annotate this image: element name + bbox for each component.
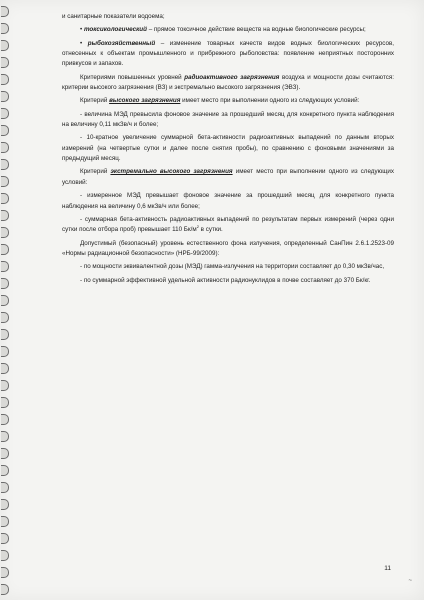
binding-ring (1, 567, 9, 578)
binding-ring (1, 346, 9, 357)
term-toxicological: токсикологический (83, 26, 147, 34)
list-item-allowed-2: - по суммарной эффективной удельной активности радионуклидов в почве составляет до 370 Бк/кг. (80, 276, 371, 284)
binding-ring (1, 431, 9, 442)
binding-ring (1, 465, 9, 476)
list-item-high-2: - 10-кратное увеличение суммарной бета-активности радиоактивных выпадений по данным вторых измерений (на четвертые сутки и далее после снятия пробы), по сравнению с фоновыми значениями за предыдущий месяц. (62, 134, 394, 163)
binding-ring (1, 23, 9, 34)
term-high-pollution: высокого загрязнения (109, 97, 181, 105)
list-item-high-1: - величина МЭД превысила фоновое значение за прошедший месяц для конкретного пункта наблюдения на величину 0,11 мкЗв/ч и более; (62, 110, 394, 129)
binding-ring (1, 482, 9, 493)
binding-ring (1, 108, 9, 119)
binding-ring (1, 278, 9, 289)
binding-ring (1, 176, 9, 187)
binding-ring (1, 125, 9, 136)
binding-ring (1, 91, 9, 102)
paragraph-allowed-level: Допустимый (безопасный) уровень естественного фона излучения, определенный СанПин 2.6.1.2523-09 «Нормы радиационной безопасности» (НРБ-99/2009): (62, 239, 394, 257)
corner-mark: ~ (408, 578, 412, 584)
bullet-icon: • (80, 39, 83, 47)
binding-ring (1, 74, 9, 85)
binding-ring (1, 397, 9, 408)
list-item-extreme-2: - суммарная бета-активность радиоактивных выпадений по результатам первых измерений (через одни сутки после отбора проб) превышает 110 $Бк/м^2$ в сутки. (62, 215, 394, 234)
binding-ring (1, 414, 9, 425)
binding-ring (1, 142, 9, 153)
paragraph-toxicological: • токсикологический – прямое токсичное действие веществ на водные биологические ресурсы; (80, 26, 366, 34)
paragraph-extreme-pollution: Критерий экстремально высокого загрязнения имеет место при выполнении одного из следующих условий: (62, 168, 395, 186)
binding-ring (1, 380, 9, 391)
binding-ring (1, 312, 9, 323)
binding-ring (1, 295, 9, 306)
document-body (62, 12, 394, 286)
binding-ring (1, 499, 9, 510)
paragraph-fishery: • рыбохозяйственный – изменение товарных качеств видов водных биологических ресурсов, отнесенных к объектам промышленного и прибрежного рыболовства: появление неприятных посторонних привкусов и запахов. (62, 39, 395, 68)
paragraph-criteria: Критериями повышенных уровней радиоактивного загрязнения воздуха и мощности дозы считаются: критерии высокого загрязнения (ВЗ) и экстремально высокого загрязнения (ЭВЗ). (62, 73, 394, 92)
paragraph-sanitary: и санитарные показатели водоема; (62, 13, 165, 20)
binding-ring (1, 40, 9, 51)
binding-ring (1, 193, 9, 204)
page-number: 11 (384, 565, 391, 572)
binding-ring (1, 261, 9, 272)
term-extreme-pollution: экстремально высокого загрязнения (110, 168, 233, 176)
binding-ring (1, 210, 9, 221)
list-item-allowed-1: - по мощности эквивалентной дозы (МЭД) гамма-излучения на территории составляет до 0,30 мкЗв/час, (80, 263, 385, 271)
spiral-binding (0, 0, 10, 600)
binding-ring (1, 329, 9, 340)
paragraph-high-pollution: Критерий высокого загрязнения имеет место при выполнении одного из следующих условий: (80, 97, 360, 105)
binding-ring (1, 227, 9, 238)
binding-ring (1, 516, 9, 527)
binding-ring (1, 448, 9, 459)
binding-ring (1, 533, 9, 544)
binding-ring (1, 584, 9, 595)
binding-ring (1, 363, 9, 374)
list-item-extreme-1: - измеренное МЭД превышает фоновое значение за прошедший месяц для конкретного пункта наблюдения на величину 0,6 мкЗв/ч или более; (62, 192, 394, 210)
binding-ring (1, 550, 9, 561)
term-fishery: рыбохозяйственный (87, 39, 156, 47)
binding-ring (1, 244, 9, 255)
bullet-icon: • (80, 26, 83, 34)
binding-ring (1, 159, 9, 170)
binding-ring (1, 6, 9, 17)
term-radioactive-pollution: радиоактивного загрязнения (184, 73, 280, 81)
binding-ring (1, 57, 9, 68)
